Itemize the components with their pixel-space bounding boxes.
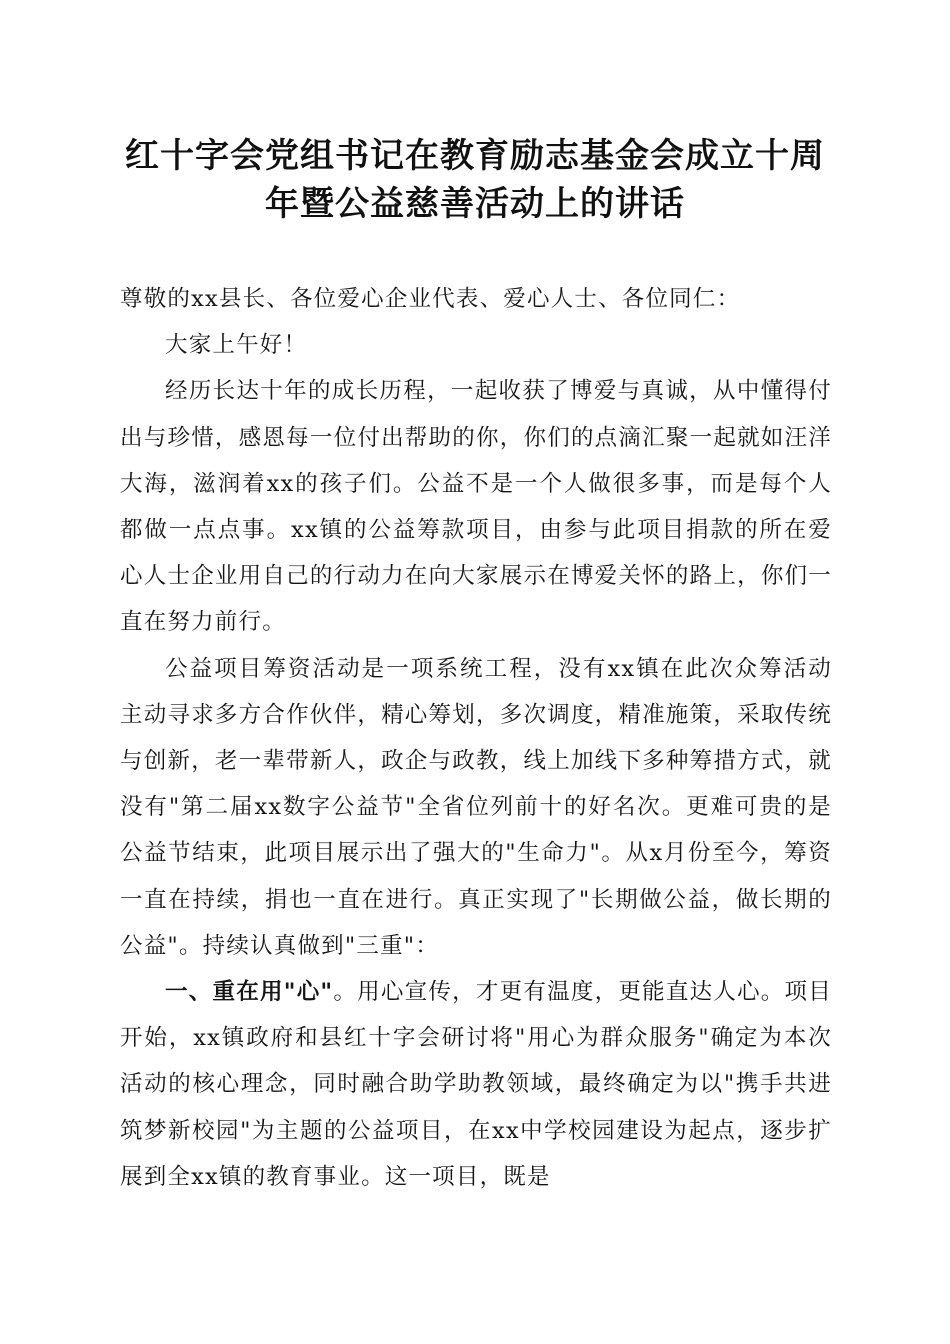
speech-body (120, 276, 832, 1200)
paragraph-3 (120, 969, 832, 1200)
title-line-1: 红十字会党组书记在教育励志基金会成立十周 (125, 136, 825, 176)
title-line-2: 年暨公益慈善活动上的讲话 (265, 184, 685, 224)
paragraph-2: 公益项目筹资活动是一项系统工程，没有xx镇在此次众筹活动主动寻求多方合作伙伴，精心筹划，多次调度，精准施策，采取传统与创新，老一辈带新人，政企与政教，线上加线下多种筹措方式，就没有"第二届xx数字公益节"全省位列前十的好名次。更难可贵的是公益节结束，此项目展示出了强大的"生命力"。从x月份至今，筹资一直在持续，捐也一直在进行。真正实现了"长期做公益，做长期的公益"。持续认真做到"三重"： (120, 655, 832, 959)
paragraph-1: 经历长达十年的成长历程，一起收获了博爱与真诚，从中懂得付出与珍惜，感恩每一位付出帮助的你，你们的点滴汇聚一起就如汪洋大海，滋润着xx的孩子们。公益不是一个人做很多事，而是每个人都做一点点事。xx镇的公益筹款项目，由参与此项目捐款的所在爱心人士企业用自己的行动力在向大家展示在博爱关怀的路上，你们一直在努力前行。 (120, 378, 832, 636)
greeting: 大家上午好！ (165, 332, 308, 359)
section-heading-1: 一、重在用"心" (165, 979, 334, 1006)
page-title (100, 132, 850, 228)
salutation: 尊敬的xx县长、各位爱心企业代表、爱心人士、各位同仁： (120, 286, 741, 312)
paragraph-3-text: 。用心宣传，才更有温度，更能直达人心。项目开始，xx镇政府和县红十字会研讨将"用心为群众服务"确定为本次活动的核心理念，同时融合助学助教领域，最终确定为以"携手共进筑梦新校园"为主题的公益项目，在xx中学校园建设为起点，逐步扩展到全xx镇的教育事业。这一项目，既是 (120, 979, 832, 1190)
